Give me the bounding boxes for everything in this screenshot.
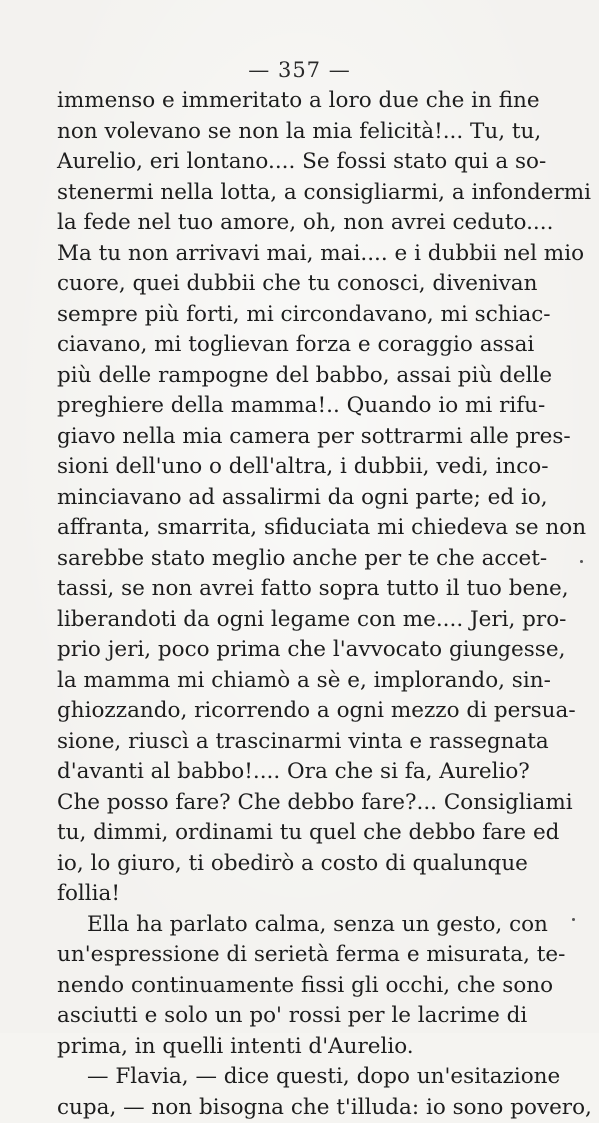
text-line: prima, in quelli intenti d'Aurelio.	[57, 1032, 507, 1063]
body-text	[57, 86, 507, 1123]
page-number: — 357 —	[0, 58, 599, 82]
text-line: sarebbe stato meglio anche per te che accet-	[57, 544, 507, 575]
text-line: nendo continuamente fissi gli occhi, che sono	[57, 971, 507, 1002]
text-line: più delle rampogne del babbo, assai più delle	[57, 361, 507, 392]
paragraph-2	[57, 910, 507, 1063]
text-line: sioni dell'uno o dell'altra, i dubbii, vedi, inco-	[57, 452, 507, 483]
text-line: ghiozzando, ricorrendo a ogni mezzo di persua-	[57, 696, 507, 727]
text-line: prio jeri, poco prima che l'avvocato giungesse,	[57, 635, 507, 666]
text-line: giavo nella mia camera per sottrarmi alle pres-	[57, 422, 507, 453]
text-line: Che posso fare? Che debbo fare?... Consigliami	[57, 788, 507, 819]
text-line: ciavano, mi toglievan forza e coraggio assai	[57, 330, 507, 361]
text-line: un'espressione di serietà ferma e misurata, te-	[57, 940, 507, 971]
paper-speck	[580, 560, 583, 563]
text-line: tu, dimmi, ordinami tu quel che debbo fare ed	[57, 818, 507, 849]
text-line: minciavano ad assalirmi da ogni parte; ed io,	[57, 483, 507, 514]
text-line: la mamma mi chiamò a sè e, implorando, sin-	[57, 666, 507, 697]
text-line: la fede nel tuo amore, oh, non avrei ceduto....	[57, 208, 507, 239]
paper-speck	[572, 918, 575, 921]
text-line: sempre più forti, mi circondavano, mi schiac-	[57, 300, 507, 331]
text-line: tassi, se non avrei fatto sopra tutto il tuo bene,	[57, 574, 507, 605]
paragraph-1	[57, 86, 507, 910]
text-line: cupa, — non bisogna che t'illuda: io sono povero,	[57, 1093, 507, 1123]
text-line: liberandoti da ogni legame con me.... Jeri, pro-	[57, 605, 507, 636]
text-line: asciutti e solo un po' rossi per le lacrime di	[57, 1001, 507, 1032]
text-line: follia!	[57, 879, 507, 910]
text-line: io, lo giuro, ti obedirò a costo di qualunque	[57, 849, 507, 880]
text-line: non volevano se non la mia felicità!... Tu, tu,	[57, 117, 507, 148]
text-line: preghiere della mamma!.. Quando io mi rifu-	[57, 391, 507, 422]
text-line: Ma tu non arrivavi mai, mai.... e i dubbii nel mio	[57, 239, 507, 270]
text-line: immenso e immeritato a loro due che in fine	[57, 86, 507, 117]
text-line: Aurelio, eri lontano.... Se fossi stato qui a so-	[57, 147, 507, 178]
text-line: — Flavia, — dice questi, dopo un'esitazione	[57, 1062, 507, 1093]
text-line: sione, riuscì a trascinarmi vinta e rassegnata	[57, 727, 507, 758]
text-line: d'avanti al babbo!.... Ora che si fa, Aurelio?	[57, 757, 507, 788]
text-line: affranta, smarrita, sfiduciata mi chiedeva se non	[57, 513, 507, 544]
text-line: stenermi nella lotta, a consigliarmi, a infondermi	[57, 178, 507, 209]
paragraph-3	[57, 1062, 507, 1123]
text-line: cuore, quei dubbii che tu conosci, divenivan	[57, 269, 507, 300]
text-line: Ella ha parlato calma, senza un gesto, con	[57, 910, 507, 941]
